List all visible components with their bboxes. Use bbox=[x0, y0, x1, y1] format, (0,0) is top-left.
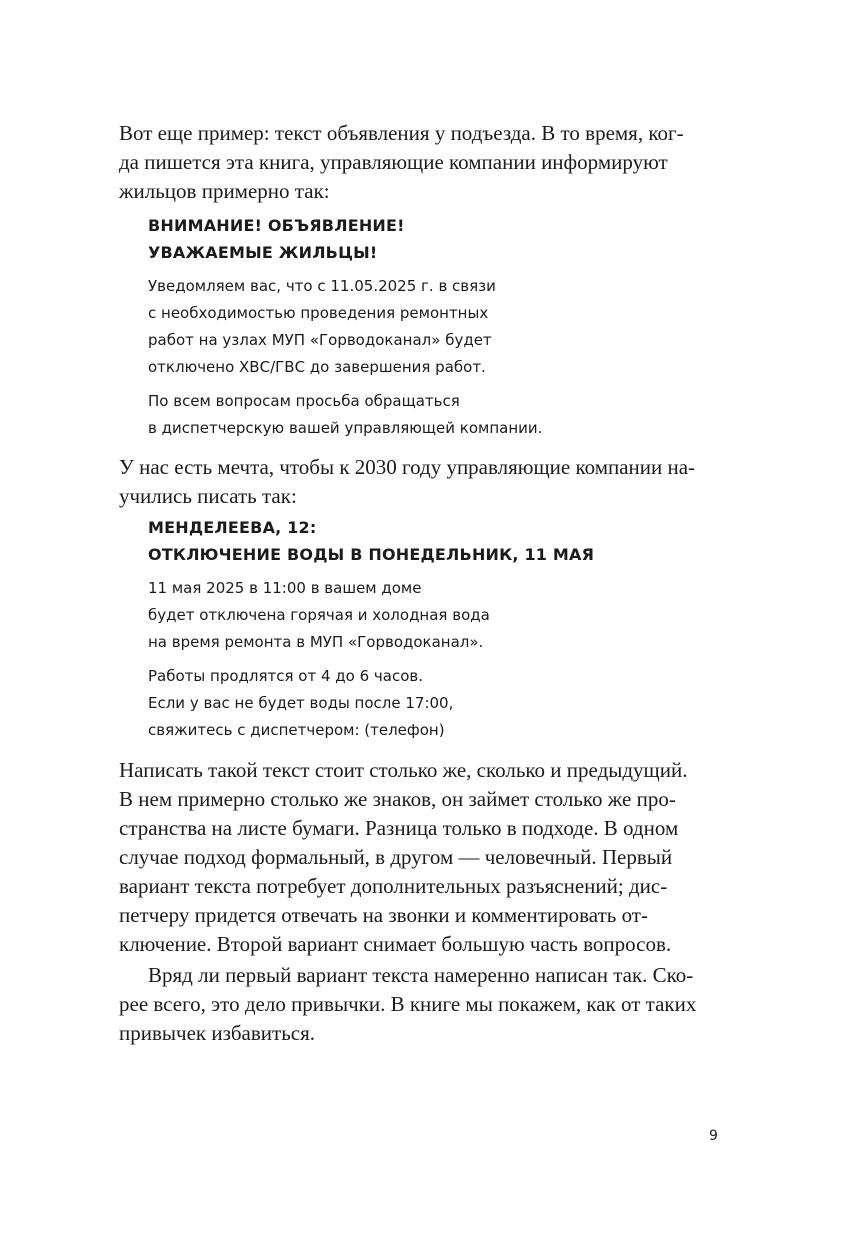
text-line: привычек избавиться. bbox=[119, 1021, 316, 1045]
text-line: Написать такой текст стоит столько же, сколько и предыдущий. bbox=[119, 758, 688, 782]
paragraph-conclusion bbox=[119, 961, 696, 1048]
text-line: У нас есть мечта, чтобы к 2030 году управляющие компании на- bbox=[119, 455, 696, 479]
notice-heading: МЕНДЕЛЕЕВА, 12: bbox=[148, 518, 317, 537]
notice-line: Если у вас не будет воды после 17:00, bbox=[148, 694, 454, 712]
paragraph-intro bbox=[119, 119, 684, 206]
notice-line: отключено ХВС/ГВС до завершения работ. bbox=[148, 358, 486, 376]
paragraph-dream bbox=[119, 453, 695, 511]
text-line: Вот еще пример: текст объявления у подъезда. В то время, ког- bbox=[119, 121, 684, 145]
notice-line: работ на узлах МУП «Горводоканал» будет bbox=[148, 331, 492, 349]
notice-line: на время ремонта в МУП «Горводоканал». bbox=[148, 633, 484, 651]
text-line: вариант текста потребует дополнительных разъяснений; дис- bbox=[119, 874, 668, 898]
paragraph-comparison bbox=[119, 756, 687, 959]
notice-heading: ОТКЛЮЧЕНИЕ ВОДЫ В ПОНЕДЕЛЬНИК, 11 МАЯ bbox=[148, 544, 595, 564]
notice-line: Работы продлятся от 4 до 6 часов. bbox=[148, 667, 423, 685]
text-line: жильцов примерно так: bbox=[119, 179, 330, 203]
notice-example-human bbox=[148, 515, 594, 744]
text-line: странства на листе бумаги. Разница только в подходе. В одном bbox=[119, 816, 679, 840]
text-line: петчеру придется отвечать на звонки и комментировать от- bbox=[119, 903, 648, 927]
text-line: учились писать так: bbox=[119, 484, 297, 508]
notice-line: с необходимостью проведения ремонтных bbox=[148, 304, 489, 322]
notice-line: в диспетчерскую вашей управляющей компании. bbox=[148, 419, 543, 437]
notice-example-formal bbox=[148, 213, 542, 442]
text-line: В нем примерно столько же знаков, он займет столько же про- bbox=[119, 787, 676, 811]
page-number: 9 bbox=[709, 1128, 718, 1144]
notice-line: 11 мая 2025 в 11:00 в вашем доме bbox=[148, 579, 422, 597]
notice-line: будет отключена горячая и холодная вода bbox=[148, 606, 490, 624]
notice-heading: УВАЖАЕМЫЕ ЖИЛЬЦЫ! bbox=[148, 242, 378, 262]
text-line: Вряд ли первый вариант текста намеренно написан так. Ско- bbox=[148, 963, 694, 987]
text-line: случае подход формальный, в другом — человечный. Первый bbox=[119, 845, 673, 869]
text-line: ключение. Второй вариант снимает большую часть вопросов. bbox=[119, 932, 672, 956]
text-line: да пишется эта книга, управляющие компании информируют bbox=[119, 150, 668, 174]
notice-line: По всем вопросам просьба обращаться bbox=[148, 392, 460, 410]
notice-line: свяжитесь с диспетчером: (телефон) bbox=[148, 721, 445, 739]
text-line: рее всего, это дело привычки. В книге мы покажем, как от таких bbox=[119, 992, 697, 1016]
notice-line: Уведомляем вас, что с 11.05.2025 г. в связи bbox=[148, 277, 496, 295]
notice-heading: ВНИМАНИЕ! ОБЪЯВЛЕНИЕ! bbox=[148, 216, 405, 235]
